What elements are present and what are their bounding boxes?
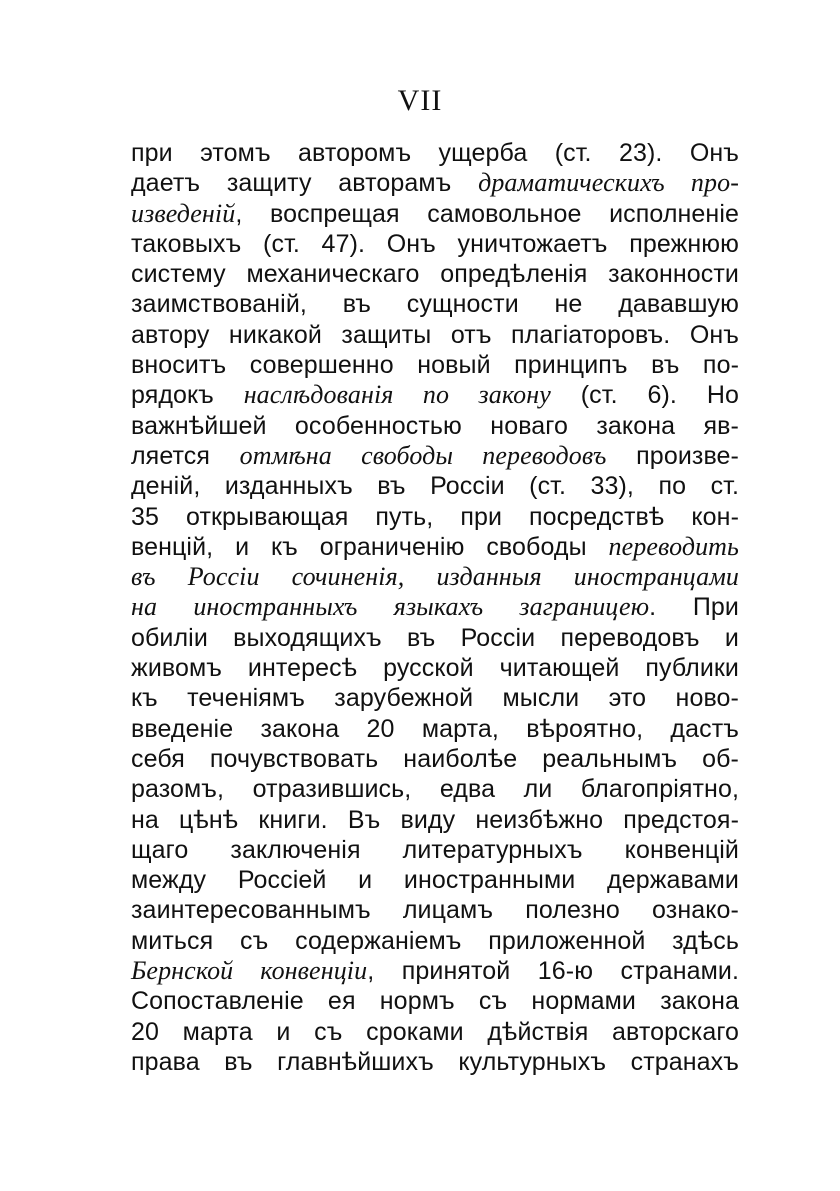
text-segment: важнѣйшей особенностью новаго закона яв- bbox=[131, 411, 739, 440]
text-line bbox=[131, 1047, 739, 1077]
text-line bbox=[131, 1017, 739, 1047]
text-segment: таковыхъ (ст. 47). Онъ уничтожаетъ прежнюю bbox=[131, 229, 739, 258]
text-segment: права въ главнѣйшихъ культурныхъ странахъ bbox=[131, 1047, 739, 1076]
text-line bbox=[131, 683, 739, 713]
text-line bbox=[131, 592, 739, 622]
text-line bbox=[131, 229, 739, 259]
text-line bbox=[131, 259, 739, 289]
body-text bbox=[131, 138, 739, 1077]
text-line bbox=[131, 835, 739, 865]
text-line bbox=[131, 411, 739, 441]
text-segment: на цѣнѣ книги. Въ виду неизбѣжно предстоя- bbox=[131, 805, 739, 834]
text-segment: 35 открывающая путь, при посредствѣ кон- bbox=[131, 502, 739, 531]
text-line bbox=[131, 986, 739, 1016]
text-segment: щаго заключенія литературныхъ конвенцій bbox=[131, 835, 739, 864]
text-segment: миться съ содержаніемъ приложенной здѣсь bbox=[131, 926, 739, 955]
text-line bbox=[131, 562, 739, 592]
italic-text: на иностранныхъ языкахъ заграницею bbox=[131, 592, 650, 622]
text-segment: систему механическаго опредѣленія законности bbox=[131, 260, 739, 289]
text-line bbox=[131, 138, 739, 168]
page-number: VII bbox=[397, 84, 443, 117]
text-line bbox=[131, 168, 739, 198]
italic-text: Бернской конвенціи bbox=[131, 956, 368, 986]
italic-text: наслѣдованія по закону bbox=[243, 380, 551, 410]
text-line bbox=[131, 926, 739, 956]
text-line bbox=[131, 441, 739, 471]
text-segment: , воспрещая самовольное исполненіе bbox=[235, 199, 739, 228]
italic-text: изведеній bbox=[131, 198, 236, 228]
text-line bbox=[131, 956, 739, 986]
text-line bbox=[131, 774, 739, 804]
text-segment: обиліи выходящихъ въ Россіи переводовъ и bbox=[131, 623, 739, 652]
text-line bbox=[131, 623, 739, 653]
text-line bbox=[131, 320, 739, 350]
text-segment: . При bbox=[649, 593, 739, 622]
text-segment: Сопоставленіе ея нормъ съ нормами закона bbox=[131, 987, 739, 1016]
text-segment: вноситъ совершенно новый принципъ въ по- bbox=[131, 351, 739, 380]
text-segment: заинтересованнымъ лицамъ полезно ознако- bbox=[131, 896, 739, 925]
text-segment: венцій, и къ ограниченію свободы bbox=[131, 532, 609, 561]
text-line bbox=[131, 532, 739, 562]
text-segment: разомъ, отразившись, едва ли благопріятно, bbox=[131, 775, 739, 804]
italic-text: въ Россіи сочиненія, изданныя иностранцами bbox=[131, 562, 739, 592]
text-line bbox=[131, 350, 739, 380]
text-segment: ляется bbox=[131, 441, 240, 470]
text-segment: заимствованій, въ сущности не дававшую bbox=[131, 290, 739, 319]
text-line bbox=[131, 805, 739, 835]
italic-text: драматическихъ про- bbox=[478, 168, 739, 198]
text-line bbox=[131, 199, 739, 229]
text-line bbox=[131, 502, 739, 532]
text-segment: произве- bbox=[606, 441, 739, 470]
text-line bbox=[131, 471, 739, 501]
italic-text: переводить bbox=[608, 531, 739, 561]
text-line bbox=[131, 380, 739, 410]
text-line bbox=[131, 289, 739, 319]
text-segment: между Россіей и иностранными державами bbox=[131, 866, 739, 895]
text-line bbox=[131, 895, 739, 925]
text-segment: при этомъ авторомъ ущерба (ст. 23). Онъ bbox=[131, 139, 739, 167]
text-line bbox=[131, 653, 739, 683]
text-segment: введеніе закона 20 марта, вѣроятно, дастъ bbox=[131, 714, 739, 743]
text-segment: (ст. 6). Но bbox=[550, 381, 739, 410]
text-line bbox=[131, 714, 739, 744]
text-segment: къ теченіямъ зарубежной мысли это ново- bbox=[131, 684, 739, 713]
text-line bbox=[131, 865, 739, 895]
text-segment: автору никакой защиты отъ плагіаторовъ. Онъ bbox=[131, 320, 739, 349]
text-segment: рядокъ bbox=[131, 381, 244, 410]
text-line bbox=[131, 744, 739, 774]
text-segment: деній, изданныхъ въ Россіи (ст. 33), по ст. bbox=[131, 472, 739, 501]
italic-text: отмѣна свободы переводовъ bbox=[239, 440, 607, 470]
text-segment: живомъ интересѣ русской читающей публики bbox=[131, 654, 739, 683]
text-segment: , принятой 16-ю странами. bbox=[367, 957, 739, 986]
text-segment: даетъ защиту авторамъ bbox=[131, 169, 479, 198]
text-segment: себя почувствовать наиболѣе реальнымъ об- bbox=[131, 744, 739, 773]
text-segment: 20 марта и съ сроками дѣйствія авторскаго bbox=[131, 1017, 739, 1046]
